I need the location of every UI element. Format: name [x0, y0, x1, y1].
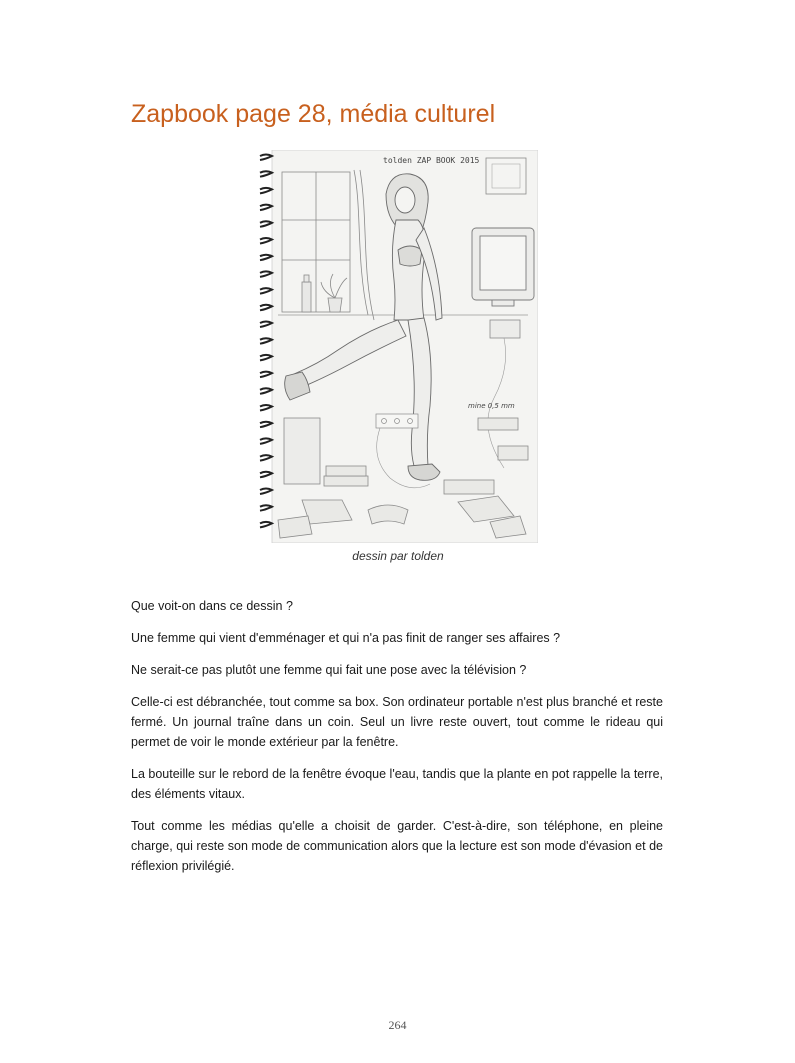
spiral-coil: [260, 472, 272, 478]
spiral-coil: [260, 388, 272, 394]
paragraph: Tout comme les médias qu'elle a choisit de garder. C'est-à-dire, son téléphone, en pleine charge, qui reste son mode de communication alors que la lecture est son mode d'évasion et de réflexion privilégié.: [131, 819, 663, 873]
spiral-coil: [260, 338, 272, 344]
spiral-coil: [260, 505, 272, 511]
spiral-coil: [260, 405, 272, 411]
spiral-coil: [260, 288, 272, 294]
spiral-coil: [260, 455, 272, 461]
page-title: Zapbook page 28, média culturel: [131, 100, 496, 128]
spiral-coil: [260, 355, 272, 361]
sketch-illustration: [258, 150, 538, 543]
sketch-header-text: tolden ZAP BOOK 2015: [383, 156, 480, 165]
spiral-coil: [260, 188, 272, 194]
spiral-binding: [260, 155, 272, 528]
spiral-coil: [260, 238, 272, 244]
pencil-sketch-figure: [258, 150, 538, 543]
paragraph: Ne serait-ce pas plutôt une femme qui fait une pose avec la télévision ?: [131, 663, 527, 677]
spiral-coil: [260, 205, 272, 211]
spiral-coil: [260, 155, 272, 161]
spiral-coil: [260, 522, 272, 528]
paragraph: La bouteille sur le rebord de la fenêtre évoque l'eau, tandis que la plante en pot rappelle la terre, des éléments vitaux.: [131, 767, 663, 801]
spiral-coil: [260, 489, 272, 495]
spiral-coil: [260, 438, 272, 444]
spiral-coil: [260, 255, 272, 261]
spiral-coil: [260, 271, 272, 277]
figure-caption: dessin par tolden: [352, 549, 444, 563]
paragraph: Celle-ci est débranchée, tout comme sa box. Son ordinateur portable n'est plus branché et reste fermé. Un journal traîne dans un coin. Seul un livre reste ouvert, tout comme le rideau qui permet de voir le monde extérieur par la fenêtre.: [131, 695, 663, 749]
spiral-coil: [260, 372, 272, 378]
spiral-coil: [260, 221, 272, 227]
spiral-coil: [260, 322, 272, 328]
body-text: [131, 596, 663, 888]
paragraph: Que voit-on dans ce dessin ?: [131, 599, 293, 613]
spiral-coil: [260, 171, 272, 177]
paragraph: Une femme qui vient d'emménager et qui n'a pas finit de ranger ses affaires ?: [131, 631, 561, 645]
page-number: 264: [388, 1018, 407, 1032]
spiral-coil: [260, 422, 272, 428]
sketch-annotation-text: mine 0,5 mm: [468, 402, 515, 410]
spiral-coil: [260, 305, 272, 311]
